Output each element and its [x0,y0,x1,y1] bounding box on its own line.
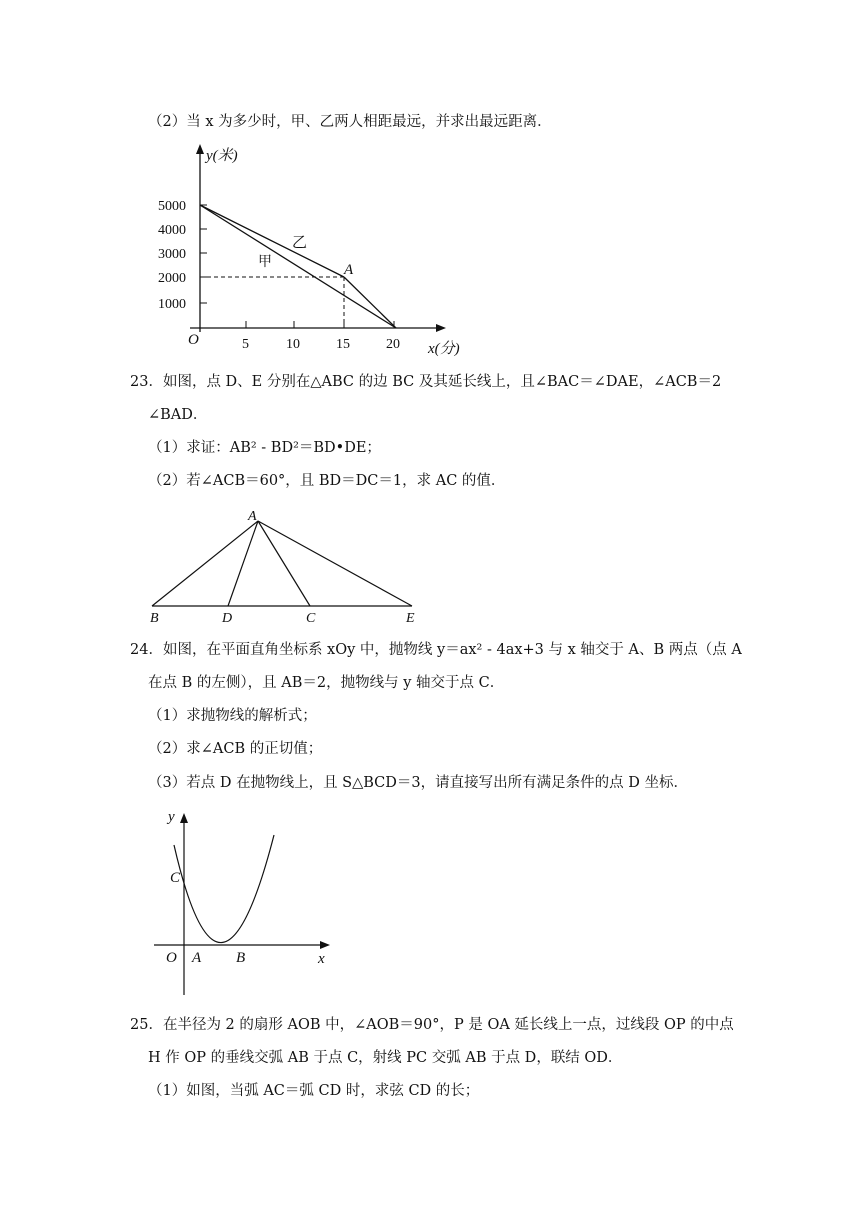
x-axis-label: x [318,951,325,967]
q24-parabola-figure [150,805,340,1000]
q24-part1: （1）求抛物线的解析式； [148,708,317,724]
line-yi-segment2 [344,277,396,328]
y-tick-2000: 2000 [158,271,186,286]
q23-part1: （1）求证：AB² - BD²＝BD•DE； [148,440,381,456]
parabola-curve [174,835,274,943]
q25-stem-line2: H 作 OP 的垂线交弧 AB 于点 C，射线 PC 交弧 AB 于点 D，联结 OD． [148,1050,623,1066]
vertex-c-label: C [306,611,316,626]
y-axis-arrow [196,144,204,154]
line-yi [200,205,344,277]
vertex-a-label: A [248,509,257,524]
q25-part1: （1）如图，当弧 AC＝弧 CD 时，求弦 CD 的长； [148,1083,480,1099]
point-b-label: B [236,950,246,966]
x-tick-5: 5 [242,337,249,352]
y-tick-3000: 3000 [158,247,186,262]
q24-stem-line2: 在点 B 的左侧），且 AB＝2，抛物线与 y 轴交于点 C． [148,675,505,691]
point-a-label: A [344,262,354,278]
q23-stem-line1: 23．如图，点 D、E 分别在△ABC 的边 BC 及其延长线上，且∠BAC＝∠DAE，∠ACB＝2 [130,374,722,390]
x-axis-label: x(分) [428,341,460,357]
q23-part2: （2）若∠ACB＝60°，且 BD＝DC＝1，求 AC 的值． [148,473,506,489]
vertex-b-label: B [150,611,159,626]
segment-ac [258,521,310,606]
x-axis-arrow [320,941,330,949]
y-tick-4000: 4000 [158,223,186,238]
q25-stem-line1: 25．在半径为 2 的扇形 AOB 中，∠AOB＝90°，P 是 OA 延长线上一点，过线段 OP 的中点 [130,1017,734,1033]
label-jia: 甲 [258,255,272,270]
vertex-d-label: D [222,611,233,626]
segment-ab [152,521,258,606]
q24-part3: （3）若点 D 在抛物线上，且 S△BCD＝3，请直接写出所有满足条件的点 D 坐标． [148,775,688,791]
x-tick-10: 10 [286,337,300,352]
y-tick-5000: 5000 [158,199,186,214]
x-axis-arrow [436,324,446,332]
x-tick-15: 15 [336,337,350,352]
q22-part2: （2）当 x 为多少时，甲、乙两人相距最远，并求出最远距离． [148,114,552,130]
y-tick-1000: 1000 [158,297,186,312]
y-axis-label: y [168,809,175,825]
vertex-e-label: E [406,611,415,626]
y-axis-label: y(米) [206,148,238,164]
origin-label: O [166,950,177,966]
q24-stem-line1: 24．如图，在平面直角坐标系 xOy 中，抛物线 y＝ax² - 4ax+3 与 x 轴交于 A、B 两点（点 A [130,642,742,658]
q23-stem-line2: ∠BAD． [148,407,208,423]
q22-distance-time-graph [150,140,480,365]
point-a-label: A [192,950,202,966]
y-axis-arrow [180,813,188,823]
q24-part2: （2）求∠ACB 的正切值； [148,741,323,757]
label-yi: 乙 [292,235,308,251]
q23-triangle-figure [140,503,430,628]
line-jia [200,205,396,328]
point-c-label: C [170,870,181,886]
segment-ae [258,521,412,606]
x-tick-20: 20 [386,337,400,352]
origin-label: O [188,332,199,348]
